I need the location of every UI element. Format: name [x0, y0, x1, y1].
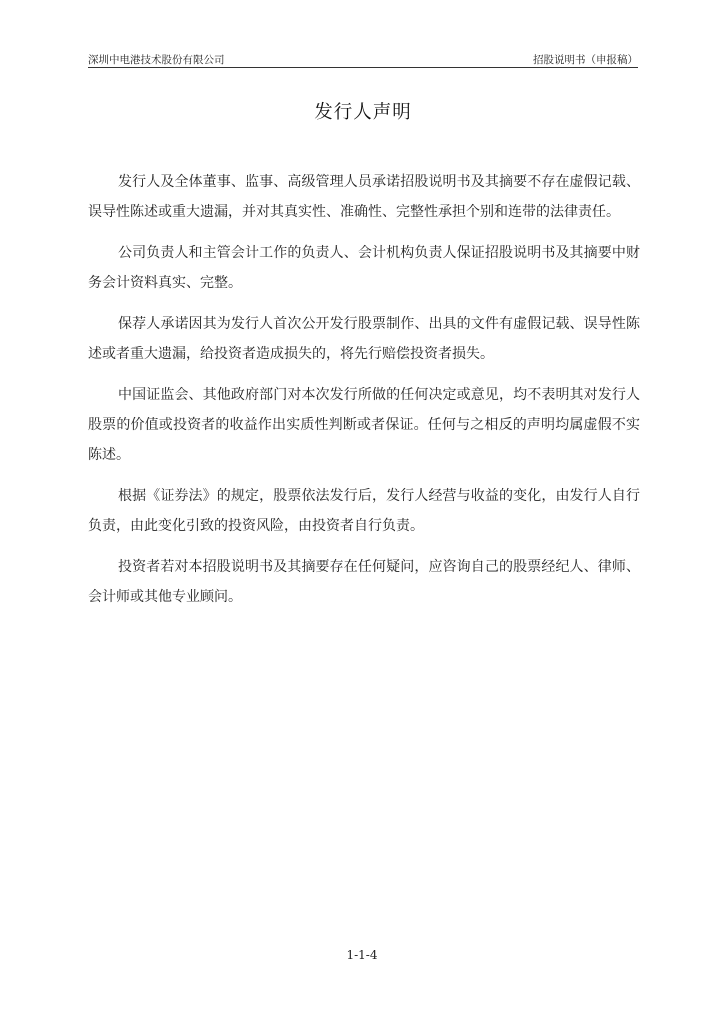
header-company-name: 深圳中电港技术股份有限公司: [88, 54, 225, 66]
header-divider: [88, 67, 638, 68]
page-header: [88, 50, 638, 66]
header-document-name: 招股说明书（申报稿）: [533, 54, 638, 66]
page-number: 1-1-4: [346, 948, 378, 962]
statement-paragraph: 根据《证券法》的规定，股票依法发行后，发行人经营与收益的变化，由发行人自行负责，由此变化引致的投资风险，由投资者自行负责。: [88, 488, 640, 534]
statement-paragraph: 中国证监会、其他政府部门对本次发行所做的任何决定或意见，均不表明其对发行人股票的价值或投资者的收益作出实质性判断或者保证。任何与之相反的声明均属虚假不实陈述。: [88, 387, 640, 463]
statement-paragraph: 发行人及全体董事、监事、高级管理人员承诺招股说明书及其摘要不存在虚假记载、误导性陈述或重大遗漏，并对其真实性、准确性、完整性承担个别和连带的法律责任。: [88, 174, 640, 220]
page-title: 发行人声明: [314, 102, 412, 123]
statement-paragraph: 公司负责人和主管会计工作的负责人、会计机构负责人保证招股说明书及其摘要中财务会计资料真实、完整。: [88, 245, 640, 291]
statement-paragraph: 投资者若对本招股说明书及其摘要存在任何疑问，应咨询自己的股票经纪人、律师、会计师或其他专业顾问。: [88, 559, 640, 605]
statement-body: [88, 167, 640, 623]
statement-paragraph: 保荐人承诺因其为发行人首次公开发行股票制作、出具的文件有虚假记载、误导性陈述或者重大遗漏，给投资者造成损失的，将先行赔偿投资者损失。: [88, 316, 640, 362]
